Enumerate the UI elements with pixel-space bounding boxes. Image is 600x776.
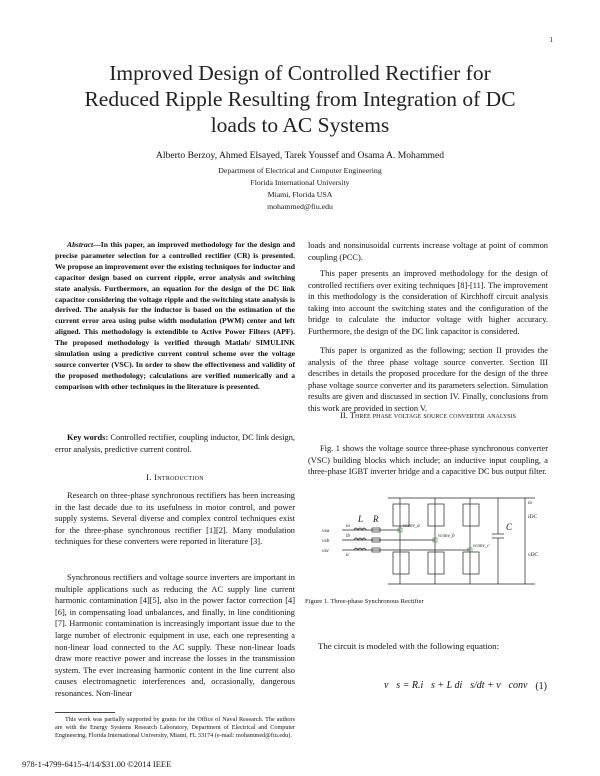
label-vconv-a: vconv_a (403, 524, 420, 529)
label-io: io (528, 500, 533, 506)
footnote-rule (55, 712, 115, 713)
label-iDC: iDC (528, 514, 538, 520)
figure-caption: Figure 1. Three-phase Synchronous Rectifier (305, 598, 424, 605)
right-paragraph-3: This paper is organized as the following; section II provides the analysis of the three phase voltage source converter. Section III describes in details the proposed procedure for the design of the three phase voltage source converter and its parameters selection. Simulation results are given and discussed in section IV. Finally, conclusions from this work are provided in section V. (308, 346, 548, 413)
affiliation-line: Florida International University (250, 178, 350, 187)
label-ic: ic (346, 553, 350, 558)
affiliation (50, 165, 550, 213)
intro-paragraph-1: Research on three-phase synchronous rectifiers has been increasing in the last decade due to its usefulness in motor control, and power supply systems. Several diverse and complex control techniques exist for the three-phase synchronous rectifier [1][2]. Many modulation techniques for these converters were reported in literature [3]. (55, 491, 295, 547)
label-ib: ib (346, 534, 350, 539)
label-C: C (506, 522, 513, 532)
title-line: loads to AC Systems (210, 113, 390, 137)
footnote: This work was partially supported by grants for the Office of Naval Research. The authors are with the Energy Systems Research Laboratory, Department of Electrical and Computer Engineering, Florida International University, Miami, FL 33174 (e-mail: mohammed@fiu.edu). (55, 716, 295, 739)
paper-title (50, 60, 550, 138)
section-heading-vsc-analysis: II. Three phase voltage source converter analysis (340, 410, 516, 420)
right-paragraph-5: The circuit is modeled with the following equation: (318, 641, 500, 651)
label-vsa: vsa (322, 528, 330, 534)
right-paragraph-4: Fig. 1 shows the voltage source three-phase synchronous converter (VSC) building blocks which include; an inductive input coupling, a three-phase IGBT inverter bridge and a capacitive DC bus output filter. (308, 444, 548, 477)
right-paragraph-1: loads and nonsinusoidal currents increase voltage at point of common coupling (PCC). (308, 241, 548, 262)
abstract (55, 240, 295, 393)
affiliation-line: Department of Electrical and Computer Engineering (218, 166, 382, 175)
authors: Alberto Berzoy, Ahmed Elsayed, Tarek Youssef and Osama A. Mohammed (155, 150, 445, 161)
label-vsc: vsc (322, 548, 330, 554)
title-line: Improved Design of Controlled Rectifier for (109, 61, 491, 85)
intro-paragraph-2: Synchronous rectifiers and voltage source inverters are important in multiple applications such as reducing the AC supply line current harmonic contamination [4][5], also in the power factor correction [4][6], in compensating load unbalances, and finally, in line conditioning [7]. Harmonic contamination is increasingly important issue due to the large number of electronic equipment in use, each one representing a non-linear load connected to the AC supply. These non-linear loads draw more reactive power and increase the losses in the transmission system. The ever increasing harmonic content in the line current also causes electromagnetic interferences and, occasionally, dangerous resonances. Non-linear (55, 573, 295, 698)
label-L: L (358, 514, 364, 524)
label-vconv-b: vconv_b (438, 534, 455, 539)
abstract-lead: Abstract— (67, 240, 101, 249)
right-paragraph-2: This paper presents an improved methodology for the design of controlled rectifiers over exiting techniques [8]-[11]. The improvement in this methodology is the consideration of Kirchhoff circuit analysis taking into account the switching states and the configuration of the bridge to calculate the inductor voltage with higher accuracy. Furthermore, the design of the DC link capacitor is considered. (308, 269, 548, 336)
abstract-text: In this paper, an improved methodology for the design and precise parameter selection for a controlled rectifier (CR) is presented. We propose an improvement over the existing techniques for inductor and capacitor design based on current ripple, error analysis and switching state analysis. Furthermore, an equation for the design of the DC link capacitor considering the voltage ripple and the switching state analysis is derived. The analysis for the inductor is based on the estimation of the current error area using pulse width modulation (PWM) center and left aligned. This methodology is extendible to Active Power Filters (APF). The proposed methodology is verified through Matlab/ SIMULINK simulation using a predictive current control scheme over the voltage source converter (VSC). In order to show the effectiveness and validity of the proposed methodology; calculations are verified numerically and a comparison with other techniques in the literature is presented. (55, 240, 295, 391)
label-vDC: vDC (528, 552, 539, 558)
section-heading-introduction: I. Introduction (146, 472, 204, 482)
label-vsb: vsb (322, 538, 330, 544)
label-vconv-c: vconv_c (473, 544, 490, 549)
title-line: Reduced Ripple Resulting from Integration of DC (84, 87, 516, 111)
copyright-line: 978-1-4799-6415-4/14/$31.00 ©2014 IEEE (22, 759, 172, 769)
equation-1: v⃗s = R.i⃗s + L di⃗s/dt + v⃗conv (384, 680, 528, 691)
label-R: R (373, 514, 379, 524)
page-number: 1 (549, 36, 553, 44)
label-ia: ia (346, 524, 350, 529)
figure-1-circuit (320, 490, 550, 590)
keywords (55, 432, 295, 455)
keywords-label: Key words: (67, 433, 109, 442)
affiliation-line: Miami, Florida USA (267, 190, 333, 199)
affiliation-email[interactable]: mohammed@fiu.edu (267, 202, 333, 211)
keywords-text: Controlled rectifier, coupling inductor, DC link design, error analysis, predictive current control. (55, 433, 295, 454)
equation-number: (1) (535, 681, 547, 692)
